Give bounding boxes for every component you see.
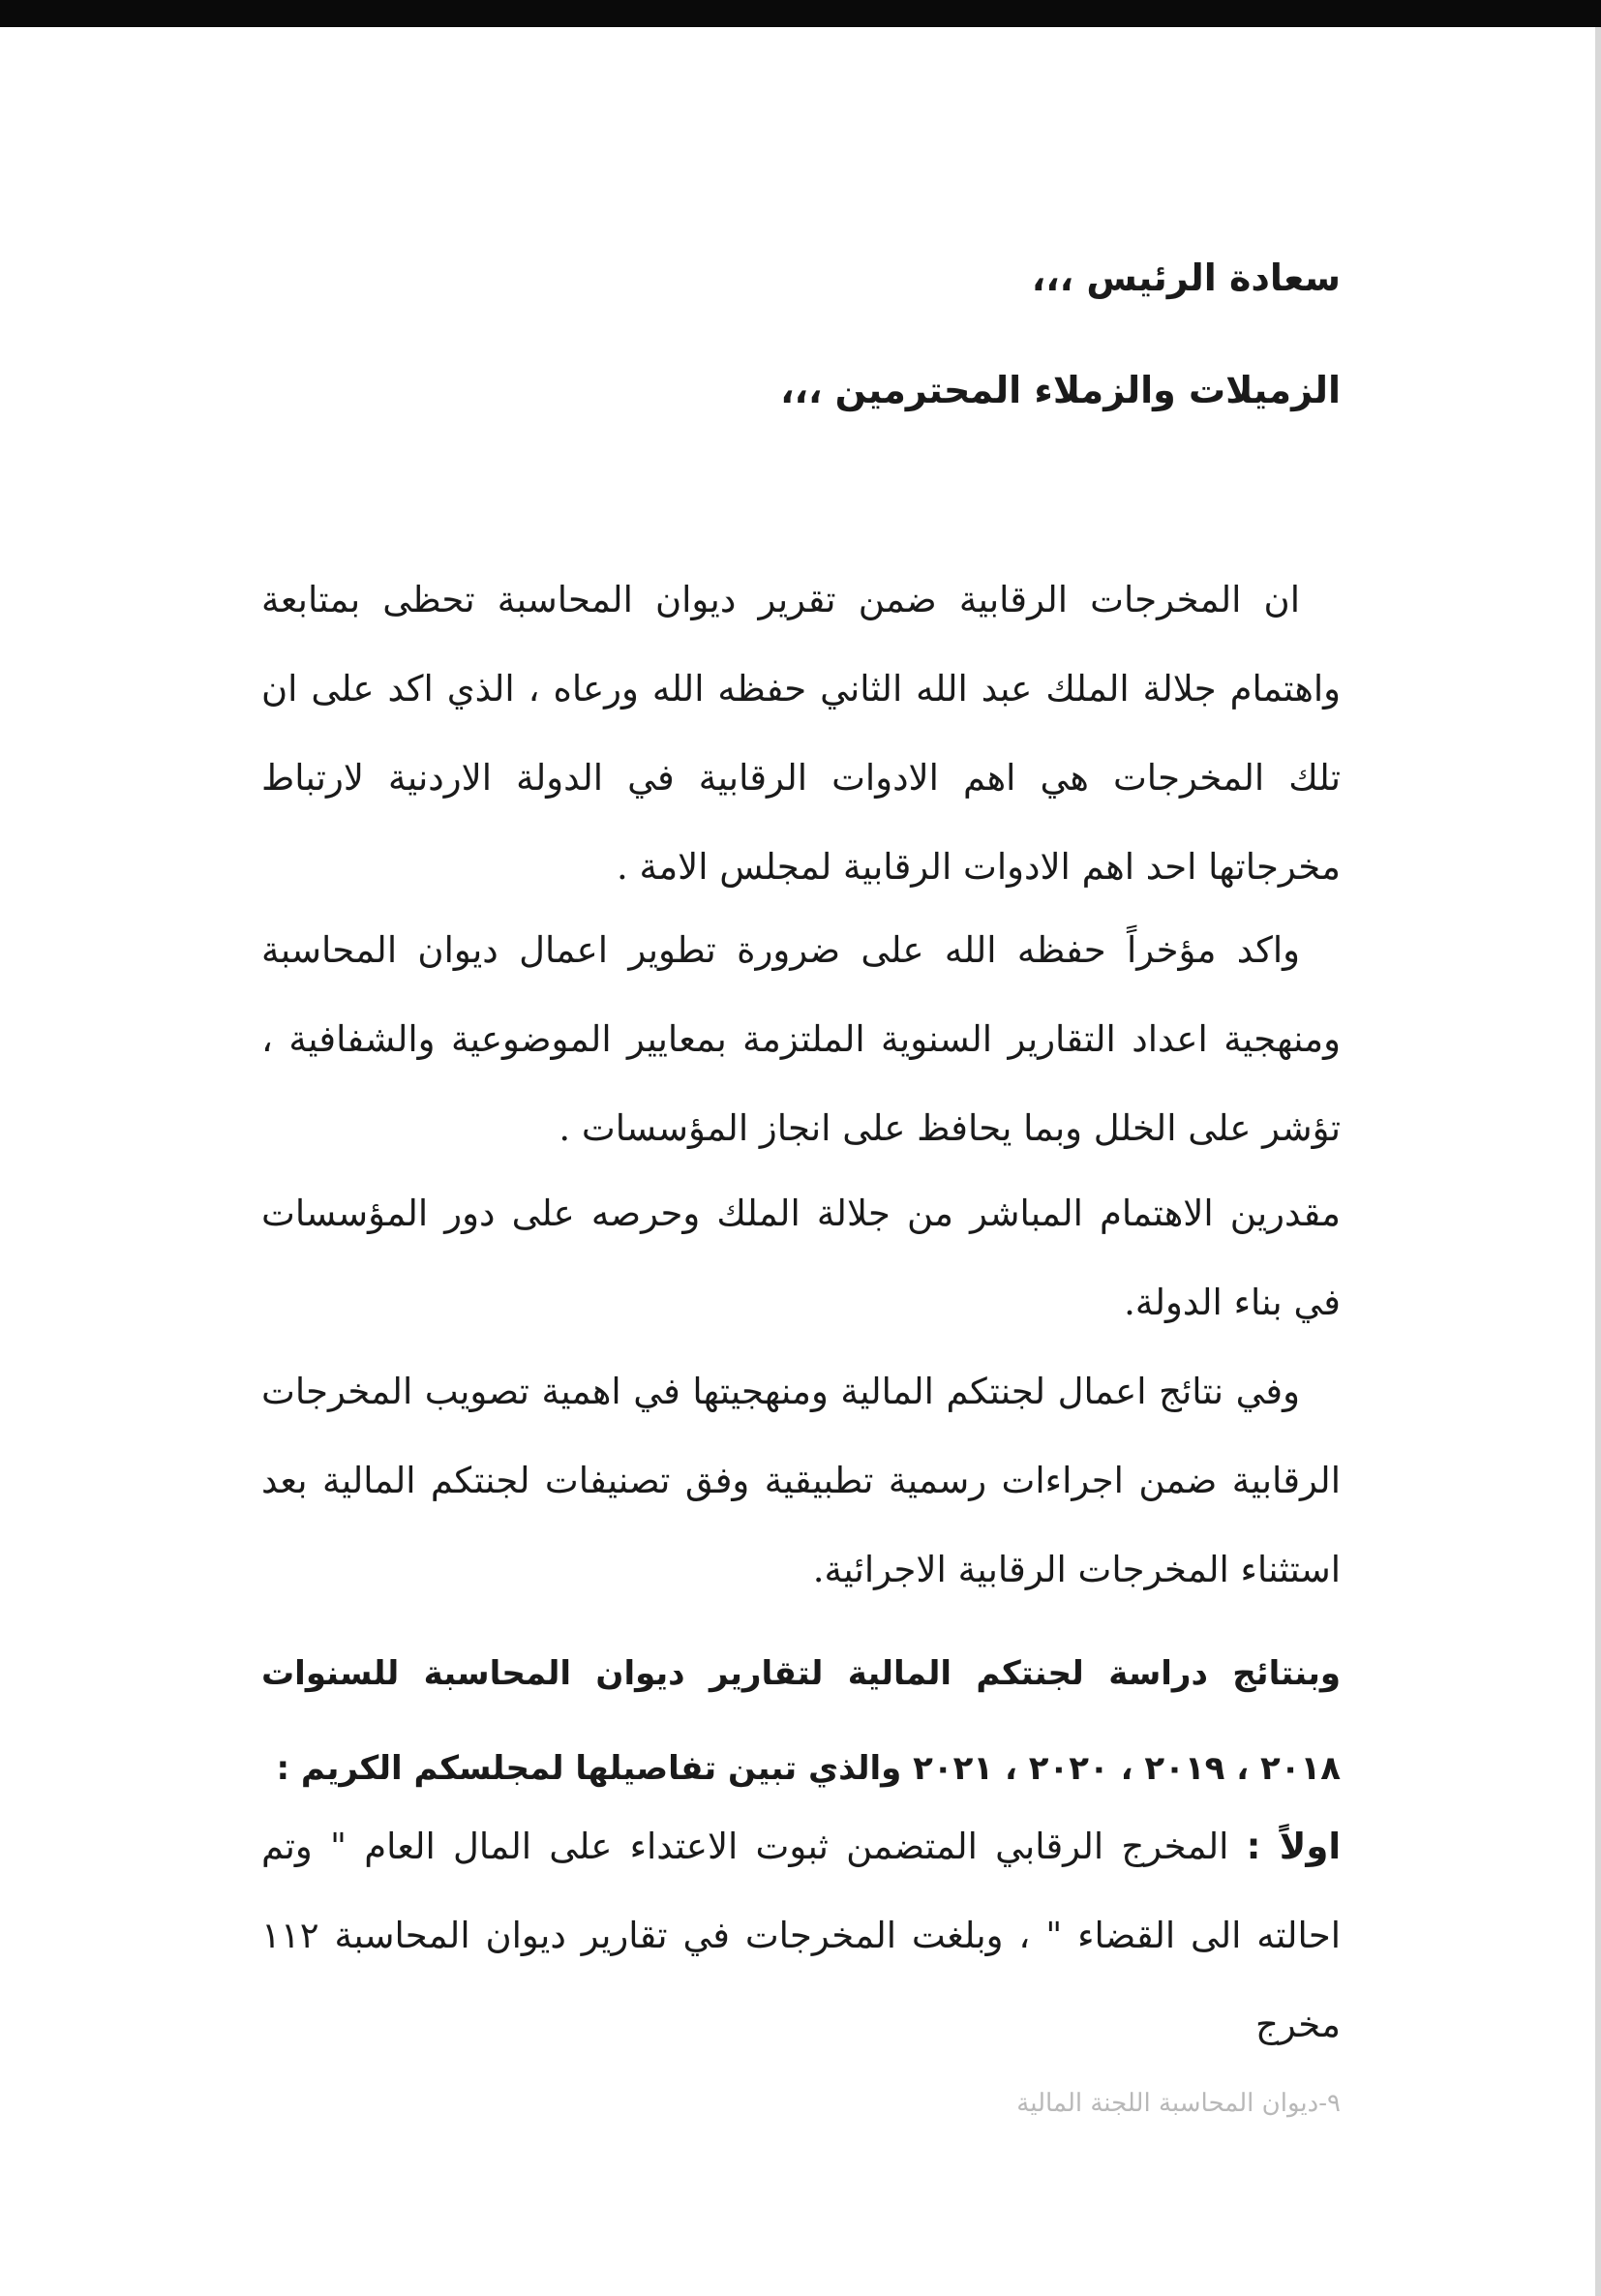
paragraph-first-item: [261, 1802, 1341, 2069]
salutation-chairman: سعادة الرئيس ،،،: [1031, 257, 1341, 299]
scan-right-edge: [1595, 27, 1601, 2296]
salutation-colleagues: الزميلات والزملاء المحترمين ،،،: [780, 369, 1341, 411]
paragraph-appreciation: مقدرين الاهتمام المباشر من جلالة الملك وحرصه على دور المؤسسات في بناء الدولة.: [261, 1193, 1341, 1323]
document-page: [261, 0, 1341, 2296]
paragraph-committee-results: وفي نتائج اعمال لجنتكم المالية ومنهجيتها في اهمية تصويب المخرجات الرقابية ضمن اجراءات رسمية تطبيقية وفق تصنيفات لجنتكم المالية بعد استثناء المخرجات الرقابية الاجرائية.: [261, 1371, 1341, 1590]
paragraph-audit-outputs: ان المخرجات الرقابية ضمن تقرير ديوان المحاسبة تحظى بمتابعة واهتمام جلالة الملك عبد الله الثاني حفظه الله ورعاه ، الذي اكد على ان تلك المخرجات هي اهم الادوات الرقابية في الدولة الاردنية لارتباط مخرجاتها احد اهم الادوات الرقابية لمجلس الامة .: [261, 579, 1341, 888]
page-footer: ٩-ديوان المحاسبة اللجنة المالية: [1016, 2089, 1341, 2118]
first-item-text: المخرج الرقابي المتضمن ثبوت الاعتداء على المال العام " وتم احالته الى القضاء " ، وبلغت المخرجات في تقارير ديوان المحاسبة ١١٢ مخرج: [261, 1826, 1341, 2045]
paragraph-king-emphasis: واكد مؤخراً حفظه الله على ضرورة تطوير اعمال ديوان المحاسبة ومنهجية اعداد التقارير السنوية الملتزمة بمعايير الموضوعية والشفافية ، تؤشر على الخلل وبما يحافظ على انجاز المؤسسات .: [261, 929, 1341, 1149]
first-item-label: اولاً :: [1246, 1826, 1341, 1867]
paragraph-study-results: وبنتائج دراسة لجنتكم المالية لتقارير ديوان المحاسبة للسنوات ٢٠١٨ ، ٢٠١٩ ، ٢٠٢٠ ، ٢٠٢١ والذي تبين تفاصيلها لمجلسكم الكريم :: [261, 1654, 1341, 1788]
